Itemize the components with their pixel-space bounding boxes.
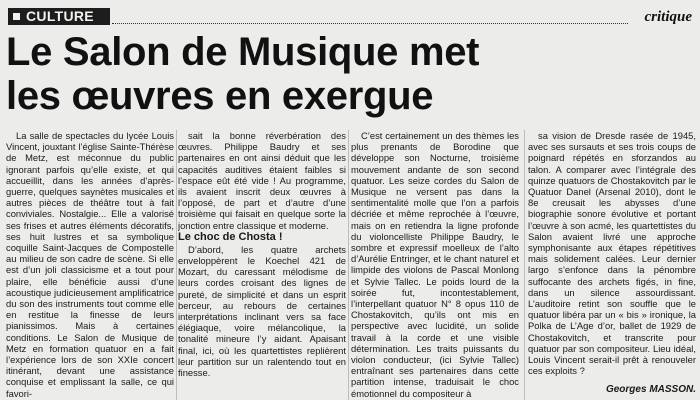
article-headline: [6, 30, 696, 118]
section-tag: critique: [644, 9, 692, 25]
column-3-text: C’est certainement un des thèmes les plus prenants de Borodine que développe son Nocturne, troisième mouvement andante de son second quatuor. Les seize cordes du Salon de Musique ne versent pas dans la sentimentalité molle que l’on a parfois décriée et même reprochée à l’œuvre, mais on en retiendra la ligne profonde du violoncelliste Philippe Baudry, le sombre et expressif moelleux de l’alto d’Aurélie Entringer, et le chant naturel et limpide des violons de Pascal Monlong et Sylvie Tallec. Le poids lourd de la soirée fut, incontestablement, l’interpellant quatuor N° 8 opus 110 de Chostakovitch, qu’ils ont mis en perspective avec lucidité, un solide travail à la corde et une visible détermination. Les traits puissants du violon conducteur, (ici Sylvie Tallec) entraînant ses partenaires dans cette partition intense, traduisait le choc émotionnel du compositeur à: [351, 130, 519, 399]
column-1: [6, 130, 174, 400]
author-signature: Georges MASSON.: [605, 384, 696, 396]
column-divider: [348, 130, 349, 400]
column-divider: [176, 130, 177, 400]
rubric-label: CULTURE: [26, 8, 94, 24]
column-1-text: La salle de spectacles du lycée Louis Vincent, jouxtant l’église Sainte-Thérèse de Metz, est méconnue du public ignorant parfois qu’elle existe, et qui accueillit, dans les années d’après-guerre, quelques saynètes musicales et autres pièces de théâtre tout à fait conviviales. Nostalgie... Elle a valorisé ses frises et autres éléments décoratifs, ses huit lustres et sa symbolique coquille Saint-Jacques de Compostelle au milieu de son cadre de scène. Si elle est d’un joli classicisme et a tout pour plaire, elle bénéficie aussi d’une acoustique judicieusement amplificatrice du son des instruments tout comme elle en restitue la finesse de leurs pianissimos. Mais à certaines conditions. Le Salon de Musique de Metz en formation quatuor en a fait l’expérience lors de son XXIe concert itinérant, devant une assistance conquise et emplissant la salle, ce qui favori-: [6, 130, 174, 399]
column-2-paragraph-1: sait la bonne réverbération des œuvres. Philippe Baudry et ses partenaires en ont ainsi déduit que les capacités auditives étaient faibles si l’espace eût été vide ! Au programme, ils avaient inscrit deux œuvres à l’opposé, de part et d’autre d’une troisième qui faisait en quelque sorte la jonction entre classique et moderne.: [178, 130, 346, 231]
column-4: [528, 130, 696, 400]
section-rubric: [8, 8, 110, 25]
headline-line-2: les œuvres en exergue: [6, 74, 434, 118]
article-body: [0, 130, 700, 400]
page-header: [0, 0, 700, 30]
headline-line-1: Le Salon de Musique met: [6, 30, 480, 74]
column-4-text: sa vision de Dresde rasée de 1945, avec ses sursauts et ses trois coups de poignard répétés en sforzandos au talon. A comparer avec l’intégrale des quinze quatuors de Chostakovitch par le Quatuor Danel (Arsenal 2010), dont le 8e creusait les abysses d’une biographie sonore évolutive et portant l’œuvre à son acmé, les quartettistes du Salon avaient livré une approche symphonisante aux étapes répétitives mais solidement calées. Leur dernier largo s’enfonce dans la pénombre suffocante des archets figés, in fine, dans un silence assourdissant. L’auditoire retint son souffle que le quatuor libéra par un « bis » ironique, la Polka de L’Age d’or, ballet de 1929 de Chostakovitch, et transcrite pour quatuor par son compositeur. Lieu idéal, Louis Vincent serait-il prêt à renouveler ces exploits ?: [528, 130, 696, 377]
column-3: [351, 130, 519, 400]
column-2: [178, 130, 346, 400]
header-rule: [112, 23, 628, 24]
column-2-paragraph-2: D’abord, les quatre archets enveloppèrent le Koechel 421 de Mozart, du caressant mélodisme de leurs cordes croisant des lignes de pureté, de simplicité et dans un esprit berceur, au rebours de certaines interprétations inclinant vers sa face élégiaque, voire mélancolique, la tonalité mineure l’y aidant. Apaisant final, ici, où les quartettistes replièrent leur partition sur un ralentendo tout en finesse.: [178, 243, 346, 379]
column-divider: [524, 130, 525, 400]
column-2-subheading: Le choc de Chosta !: [178, 230, 283, 243]
square-bullet-icon: [13, 13, 20, 20]
